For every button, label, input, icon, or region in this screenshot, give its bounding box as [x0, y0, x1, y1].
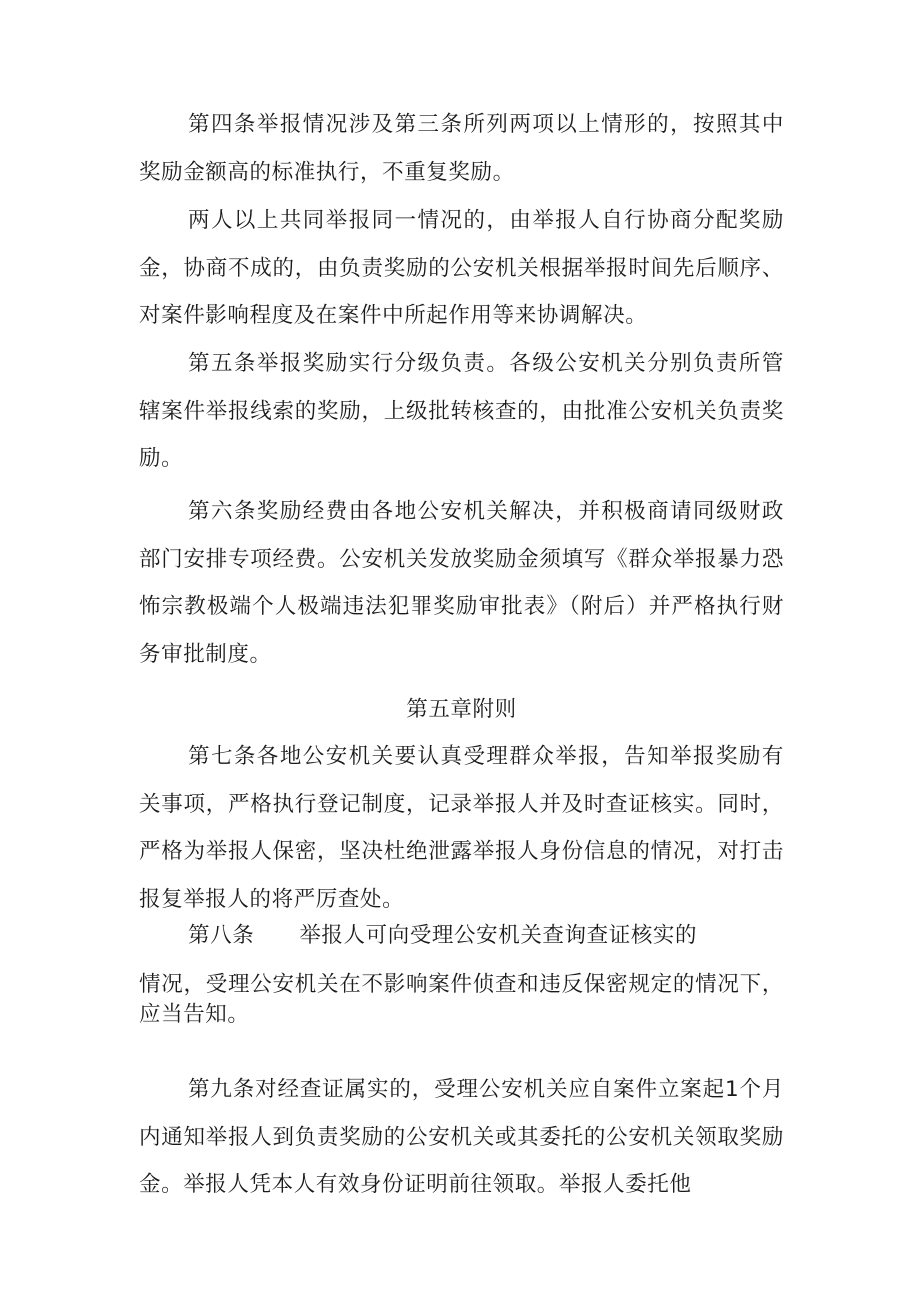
article-8-continuation: 情况，受理公安机关在不影响案件侦查和违反保密规定的情况下，应当告知。 [139, 972, 784, 1027]
article-8-label: 第八条 [188, 923, 255, 948]
article-9-paragraph: 第九条对经查证属实的，受理公安机关应自案件立案起1个月内通知举报人到负责奖励的公安机关或其委托的公安机关领取奖励金。举报人凭本人有效身份证明前往领取。举报人委托他 [139, 1077, 784, 1197]
article-4-paragraph: 第四条举报情况涉及第三条所列两项以上情形的，按照其中奖励金额高的标准执行，不重复奖励。 [139, 112, 784, 185]
article-8-first-line [188, 916, 697, 956]
article-5-paragraph: 第五条举报奖励实行分级负责。各级公安机关分别负责所管辖案件举报线索的奖励，上级批转核查的，由批准公安机关负责奖励。 [139, 351, 784, 471]
article-6-paragraph: 第六条奖励经费由各地公安机关解决，并积极商请同级财政部门安排专项经费。公安机关发放奖励金须填写《群众举报暴力恐怖宗教极端个人极端违法犯罪奖励审批表》（附后）并严格执行财务审批制度。 [139, 499, 784, 667]
article-8-first-text: 举报人可向受理公安机关查询查证核实的 [299, 923, 698, 948]
chapter-5-heading: 第五章附则 [406, 697, 517, 722]
joint-report-paragraph: 两人以上共同举报同一情况的，由举报人自行协商分配奖励金，协商不成的，由负责奖励的公安机关根据举报时间先后顺序、对案件影响程度及在案件中所起作用等来协调解决。 [139, 208, 784, 328]
article-7-paragraph: 第七条各地公安机关要认真受理群众举报，告知举报奖励有关事项，严格执行登记制度，记录举报人并及时查证核实。同时，严格为举报人保密，坚决杜绝泄露举报人身份信息的情况，对打击报复举报人的将严厉查处。 [139, 744, 784, 912]
